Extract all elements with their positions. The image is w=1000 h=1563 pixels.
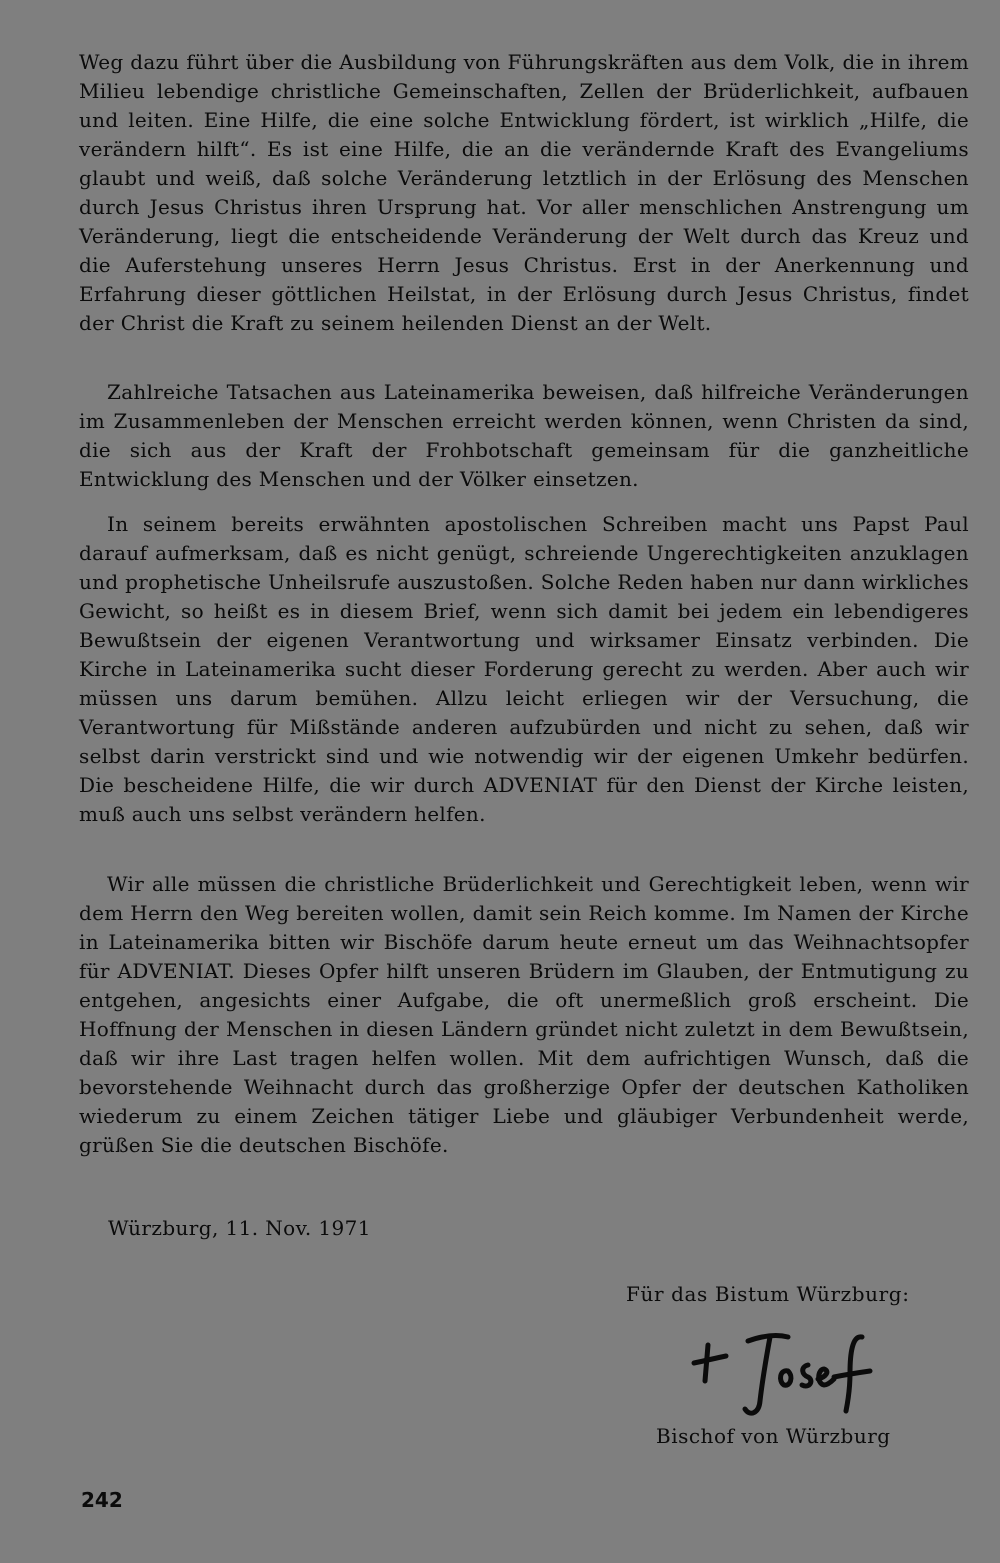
paragraph-4: Wir alle müssen die christliche Brüderlichkeit und Gerechtigkeit leben, wenn wir dem Herrn den Weg bereiten wollen, damit sein Reich komme. Im Namen der Kirche in Lateinamerika bitten wir Bischöfe darum heute erneut um das Weihnachtsopfer für ADVENIAT. Dieses Opfer hilft unseren Brüdern im Glauben, der Entmutigung zu entgehen, angesichts einer Aufgabe, die oft unermeßlich groß erscheint. Die Hoffnung der Menschen in diesen Ländern gründet nicht zuletzt in dem Bewußtsein, daß wir ihre Last tragen helfen wollen. Mit dem aufrichtigen Wunsch, daß die bevorstehende Weihnacht durch das großherzige Opfer der deutschen Katholiken wiederum zu einem Zeichen tätiger Liebe und gläubiger Verbundenheit werde, grüßen Sie die deutschen Bischöfe. xyxy=(79,872,969,1157)
paragraph-3: In seinem bereits erwähnten apostolischen Schreiben macht uns Papst Paul darauf aufmerksam, daß es nicht genügt, schreiende Ungerechtigkeiten anzuklagen und prophetische Unheilsrufe auszustoßen. Solche Reden haben nur dann wirkliches Gewicht, so heißt es in diesem Brief, wenn sich damit bei jedem ein lebendigeres Bewußtsein der eigenen Verantwortung und wirksamer Einsatz verbinden. Die Kirche in Lateinamerika sucht dieser Forderung gerecht zu werden. Aber auch wir müssen uns darum bemühen. Allzu leicht erliegen wir der Versuchung, die Verantwortung für Mißstände anderen aufzubürden und nicht zu sehen, daß wir selbst darin verstrickt sind und wie notwendig wir der eigenen Umkehr bedürfen. Die bescheidene Hilfe, die wir durch ADVENIAT für den Dienst der Kirche leisten, muß auch uns selbst verändern helfen. xyxy=(79,512,969,826)
paragraph-2: Zahlreiche Tatsachen aus Lateinamerika beweisen, daß hilfreiche Veränderungen im Zusammenleben der Menschen erreicht werden können, wenn Christen da sind, die sich aus der Kraft der Frohbotschaft gemeinsam für die ganzheitliche Entwicklung des Menschen und der Völker einsetzen. xyxy=(79,380,969,491)
handwritten-signature xyxy=(690,1325,900,1420)
diocese-line: Für das Bistum Würzburg: xyxy=(626,1282,910,1306)
bishop-title: Bischof von Würzburg xyxy=(656,1424,891,1448)
page-number: 242 xyxy=(81,1488,123,1512)
paragraph-1: Weg dazu führt über die Ausbildung von Führungskräften aus dem Volk, die in ihrem Milieu lebendige christliche Gemeinschaften, Zellen der Brüderlichkeit, aufbauen und leiten. Eine Hilfe, die eine solche Entwicklung fördert, ist wirklich „Hilfe, die verändern hilft“. Es ist eine Hilfe, die an die verändernde Kraft des Evangeliums glaubt und weiß, daß solche Veränderung letztlich in der Erlösung des Menschen durch Jesus Christus ihren Ursprung hat. Vor aller menschlichen Anstrengung um Veränderung, liegt die entscheidende Veränderung der Welt durch das Kreuz und die Auferstehung unseres Herrn Jesus Christus. Erst in der Anerkennung und Erfahrung dieser göttlichen Heilstat, in der Erlösung durch Jesus Christus, findet der Christ die Kraft zu seinem heilenden Dienst an der Welt. xyxy=(79,50,969,335)
dateline: Würzburg, 11. Nov. 1971 xyxy=(108,1216,371,1240)
